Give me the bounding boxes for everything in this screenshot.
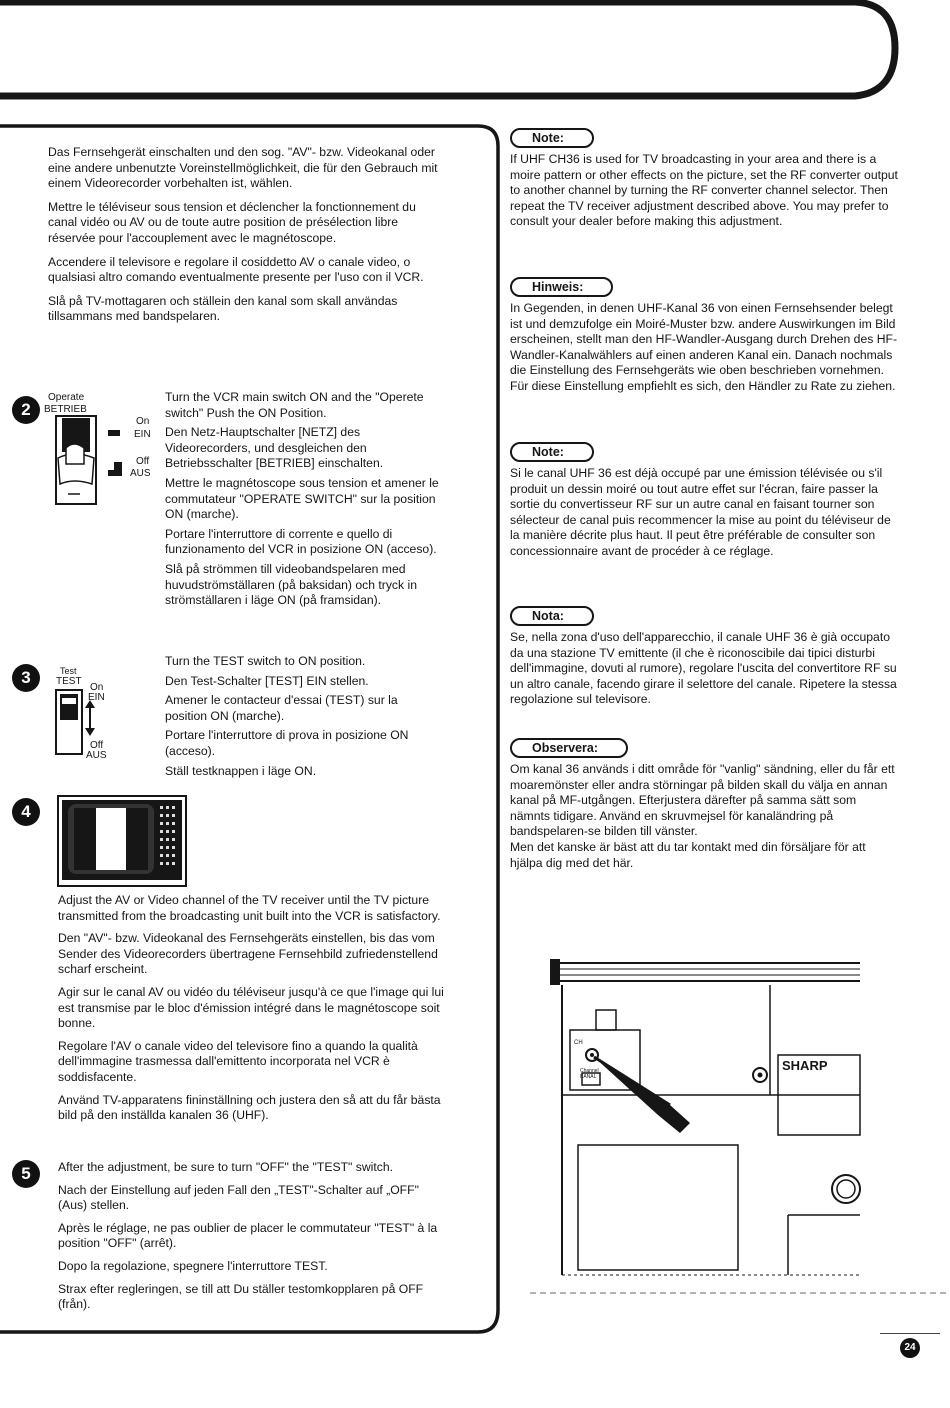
step-5-text [58, 1160, 448, 1313]
step5-sv: Strax efter regleringen, se till att Du ställer testomkopplaren på OFF (från). [58, 1281, 424, 1312]
step3-sv: Ställ testknappen i läge ON. [165, 763, 317, 778]
step3-it: Portare l'interruttore di prova in posizione ON (acceso). [165, 728, 409, 758]
vcr-illustration [530, 955, 950, 1295]
note-it [510, 606, 898, 708]
note-sv [510, 738, 898, 871]
note-de-text: In Gegenden, in denen UHF-Kanal 36 von einen Fernsehsender belegt ist und demzufolge ein Moiré-Muster bzw. andere Auswirkungen im Bild erscheinen, stellt man den HF-Wandler-Ausgang durch Drehen des HF-Wandler-Kanalwählers auf einen anderen Kanal ein. Danach nochmals die Einstellung des Fernsehgeräts wie oben beschrieben vornehmen. Für diese Einstellung empfiehlt es sich, den Händler zu Rate zu ziehen. [510, 301, 898, 393]
step5-it: Dopo la regolazione, spegnere l'interruttore TEST. [58, 1258, 328, 1273]
step-2-text [165, 390, 442, 609]
note-en-text: If UHF CH36 is used for TV broadcasting in your area and there is a moire pattern or other effects on the picture, set the RF converter output to another channel by turning the RF converter channel selector. Then repeat the TV receiver adjustment described above. You may prefer to consult your dealer before making this adjustment. [510, 152, 898, 229]
step3-off-label: Off [90, 740, 104, 751]
knob-label-top: CH [574, 1040, 583, 1046]
step3-en: Turn the TEST switch to ON position. [165, 654, 366, 668]
step2-it: Portare l'interruttore di corrente e quello di funzionamento del VCR in posizione ON (acceso). [165, 526, 437, 557]
step2-de: Den Netz-Hauptschalter [NETZ] des Videorecorders, und desgleichen den Betriebsschalter [BETRIEB] einschalten. [165, 425, 384, 471]
note-sv-heading: Observera: [510, 738, 628, 758]
step4-sv: Använd TV-apparatens fininställning och justera den så att du får bästa bild på den inställda kanalen 36 (UHF). [58, 1092, 441, 1123]
step3-aus-label: AUS [86, 750, 107, 761]
intro-fr: Mettre le téléviseur sous tension et déclencher la fonctionnement du canal vidéo ou AV ou de toute autre position de présélection libre réservée pour l'accouplement avec le magnétoscope. [48, 199, 416, 245]
knob-label-bottom: Channel KANAL [580, 1068, 599, 1080]
step3-fr: Amener le contacteur d'essai (TEST) sur la position ON (marche). [165, 693, 398, 723]
note-en [510, 128, 898, 230]
step-4-text [58, 893, 448, 1124]
step3-on-label: On [90, 682, 104, 693]
step2-ein-label: EIN [134, 429, 151, 440]
intro-text [48, 145, 443, 325]
note-fr-text: Si le canal UHF 36 est déjà occupé par une émission télévisée ou s'il produit un dessin moiré ou tout autre effet sur l'écran, faire passer la sortie du convertisseur RF sur un autre canal en faisant tourner son sélecteur de canal puis recommencer la mise au point du téléviseur de la manière décrite plus haut. Il peut être préférable de consulter son concessionnaire avant de procéder à ce réglage. [510, 466, 891, 558]
note-sv-text-2: Men det kanske är bäst att du tar kontakt med din försäljare för att hjälpa dig med det här. [510, 839, 866, 870]
note-sv-text: Om kanal 36 används i ditt område för "vanlig" sändning, eller du får ett moaremönster eller andra störningar på bilden skall du välja en annan kanal på MF-utgången. Efterjustera därefter på samma sätt som nämnts tidigare. Använd en skruvmejsel för kanaländring på bandspelaren-se bilden till vänster. [510, 762, 895, 839]
step2-aus-label: AUS [130, 468, 151, 479]
note-de [510, 277, 898, 395]
step-5-number: 5 [12, 1160, 40, 1188]
step2-sv: Slå på strömmen till videobandspelaren med huvudströmställaren (på baksidan) och tryck in strömställaren i läge ON (på framsidan). [165, 561, 417, 608]
step2-fr: Mettre le magnétoscope sous tension et amener le commutateur "OPERATE SWITCH" sur la position ON (marche). [165, 475, 439, 522]
step-2-number: 2 [12, 396, 40, 424]
intro-sv: Slå på TV-mottagaren och ställein den kanal som skall användas tillsammans med bandspelaren. [48, 293, 398, 324]
intro-it: Accendere il televisore e regolare il cosiddetto AV o canale video, o qualsiasi altro comando eventualmente presente per l'uso con il VCR. [48, 254, 424, 285]
operate-label: Operate [48, 392, 85, 403]
step4-de: Den "AV"- bzw. Videokanal des Fernsehgeräts einstellen, bis das vom Sender des Videorecorders übertragene Fernsehbild zufriedenstellend scharf erscheint. [58, 931, 438, 977]
step4-it: Regolare l'AV o canale video del televisore fino a quando la qualità dell'immagine trasmessa dall'emittento incorporata nel VCR è soddisfacente. [58, 1038, 418, 1084]
test-switch-illustration [54, 688, 114, 758]
tv-set-illustration [56, 794, 188, 890]
step-3-number: 3 [12, 664, 40, 692]
intro-de: Das Fernsehgerät einschalten und den sog. "AV"- bzw. Videokanal oder eine andere unbenutzte Voreinstellmöglichkeit, die für den Gebrauch mit einem Videorecorder vorbehalten ist, wählen. [48, 145, 438, 191]
step2-en: Turn the VCR main switch ON and the "Operete switch" Push the ON Position. [165, 390, 424, 420]
step4-en: Adjust the AV or Video channel of the TV receiver until the TV picture transmitted from the broadcasting unit built into the VCR is satisfactory. [58, 893, 441, 923]
note-it-heading: Nota: [510, 606, 594, 626]
step-4-number: 4 [12, 798, 40, 826]
step3-ein-label: EIN [88, 692, 105, 703]
step-3-text [165, 654, 442, 779]
step5-en: After the adjustment, be sure to turn "OFF" the "TEST" switch. [58, 1160, 393, 1174]
betrieb-label: BETRIEB [44, 404, 87, 415]
page-number: 24 [900, 1338, 920, 1358]
footer-rule [880, 1333, 940, 1334]
note-en-heading: Note: [510, 128, 594, 148]
sharp-logo: SHARP [782, 1058, 828, 1073]
test-label: TEST [56, 676, 82, 687]
header-band [0, 0, 950, 110]
step3-de: Den Test-Schalter [TEST] EIN stellen. [165, 673, 369, 688]
test-label-small: Test [60, 666, 77, 676]
step4-fr: Agir sur le canal AV ou vidéo du téléviseur jusqu'à ce que l'image qui lui est transmise par le bloc d'émission intégré dans le magnétoscope soit bonne. [58, 984, 444, 1031]
note-fr [510, 442, 898, 560]
step2-on-label: On [136, 416, 150, 427]
step2-off-label: Off [136, 456, 150, 467]
note-de-heading: Hinweis: [510, 277, 613, 297]
step5-fr: Après le réglage, ne pas oublier de placer le commutateur "TEST" à la position "OFF" (arrêt). [58, 1220, 438, 1251]
step5-de: Nach der Einstellung auf jeden Fall den „TEST"-Schalter auf „OFF" (Aus) stellen. [58, 1182, 419, 1213]
note-it-text: Se, nella zona d'uso dell'apparecchio, il canale UHF 36 è già occupato da una stazione TV emittente (il che è riconoscibile dai tipici disturbi dell'immagine, dovuti al rumore), regolare l'uscita del convertitore RF su un altro canale, facendo girare il selettore del canale. Ripetere la stessa regolazione sul televisore. [510, 630, 897, 707]
note-fr-heading: Note: [510, 442, 594, 462]
